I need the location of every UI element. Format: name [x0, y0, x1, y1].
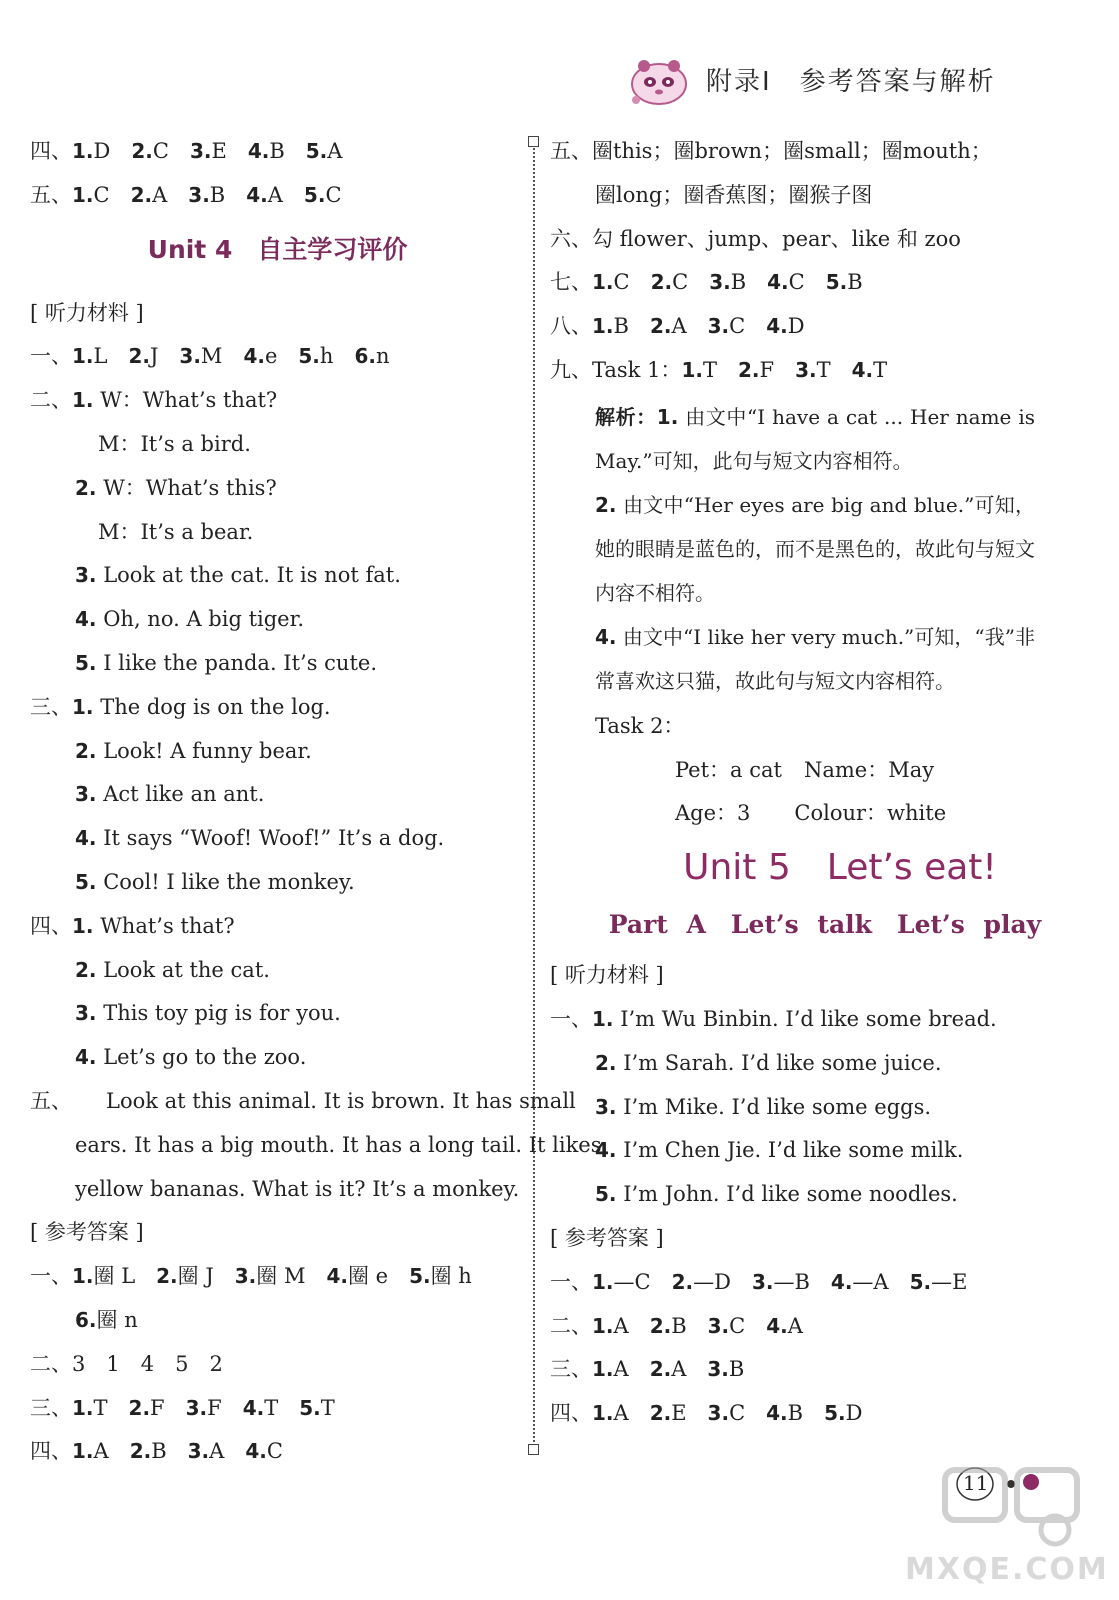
answer-line: 四、1.A 2.B 3.A 4.C — [30, 1439, 283, 1464]
dialog-line: M：It’s a bear. — [98, 519, 254, 544]
answer-line: 五、圈this；圈brown；圈small；圈mouth； — [550, 139, 992, 163]
analysis-para-1: 解析：1. 由文中“I have a cat ... Her name is May.”可知，此句与短文内容相符。 — [595, 404, 1036, 473]
column-divider — [533, 140, 535, 1450]
sentence-line: 3. Look at the cat. It is not fat. — [75, 563, 401, 588]
divider-bottom-marker — [528, 1444, 539, 1455]
answers-header: [ 参考答案 ] — [30, 1220, 144, 1245]
sentence-line: 2. Look! A funny bear. — [75, 738, 312, 763]
sentence-line: 一、1. I’m Wu Binbin. I’d like some bread. — [550, 1006, 997, 1031]
answer-line: 四、1.A 2.E 3.C 4.B 5.D — [550, 1401, 863, 1426]
sentence-line: 4. I’m Chen Jie. I’d like some milk. — [595, 1138, 964, 1163]
sentence-line: 2. I’m Sarah. I’d like some juice. — [595, 1050, 942, 1075]
page-number: 11 — [963, 1471, 989, 1495]
listening-header: [ 听力材料 ] — [30, 300, 144, 325]
answer-line: 三、1.T 2.F 3.F 4.T 5.T — [30, 1395, 335, 1420]
sentence-line: 三、1. The dog is on the log. — [30, 694, 331, 719]
sentence-line: 5. Cool! I like the monkey. — [75, 869, 355, 894]
right-column — [550, 132, 1070, 1438]
dialog-line: 2. W：What’s this? — [75, 475, 277, 500]
answers-header: [ 参考答案 ] — [550, 1225, 664, 1250]
unit4-title: Unit 4 自主学习评价 — [147, 234, 408, 264]
dialog-line: 二、1. W：What’s that? — [30, 388, 278, 413]
sentence-line: 四、1. What’s that? — [30, 913, 235, 938]
passage-line: yellow bananas. What is it? It’s a monkey. — [75, 1176, 520, 1201]
sentence-line: 3. Act like an ant. — [75, 782, 265, 807]
divider-top-marker — [528, 136, 539, 147]
sentence-line: 3. This toy pig is for you. — [75, 1001, 341, 1026]
task2-label: Task 2： — [595, 713, 685, 738]
dialog-line: M：It’s a bird. — [98, 431, 251, 456]
sentence-line: 4. Let’s go to the zoo. — [75, 1045, 307, 1070]
sentence-line: 4. It says “Woof! Woof!” It’s a dog. — [75, 826, 445, 851]
watermark-text: MXQE.COM — [905, 1552, 1109, 1587]
answer-line: 七、1.C 2.C 3.B 4.C 5.B — [550, 270, 863, 295]
analysis-para-2: 2. 由文中“Her eyes are big and blue.”可知，她的眼睛是蓝色的，而不是黑色的，故此句与短文内容不相符。 — [595, 492, 1035, 605]
watermark — [905, 1460, 1109, 1595]
passage-line: 五、 Look at this animal. It is brown. It has small — [30, 1088, 576, 1113]
answer-line: 五、1.C 2.A 3.B 4.A 5.C — [30, 182, 342, 207]
sentence-line: 4. Oh, no. A big tiger. — [75, 607, 304, 632]
answer-line: 二、3 1 4 5 2 — [30, 1351, 223, 1376]
left-column — [30, 132, 602, 1476]
analysis-para-4: 4. 由文中“I like her very much.”可知，“我”非常喜欢这只猫，故此句与短文内容相符。 — [595, 624, 1035, 693]
sentence-line: 5. I’m John. I’d like some noodles. — [595, 1182, 958, 1207]
panda-mascot-icon — [628, 52, 690, 108]
info-line: Age：3 Colour：white — [675, 801, 947, 826]
sentence-line: 5. I like the panda. It’s cute. — [75, 650, 377, 675]
answer-line: 四、1.D 2.C 3.E 4.B 5.A — [30, 139, 343, 163]
answer-line: 6.圈 n — [75, 1307, 138, 1332]
answer-line: 二、1.A 2.B 3.C 4.A — [550, 1313, 803, 1338]
answer-line: 一、1.圈 L 2.圈 J 3.圈 M 4.圈 e 5.圈 h — [30, 1264, 472, 1289]
answer-line: 九、Task 1：1.T 2.F 3.T 4.T — [550, 357, 888, 382]
analysis-block — [550, 395, 1070, 703]
unit5-title: Unit 5 Let’s eat! — [683, 847, 997, 889]
sentence-line: 2. Look at the cat. — [75, 957, 270, 982]
answer-line: 圈long；圈香蕉图；圈猴子图 — [595, 182, 873, 207]
answer-line: 一、1.L 2.J 3.M 4.e 5.h 6.n — [30, 344, 390, 369]
sentence-line: 3. I’m Mike. I’d like some eggs. — [595, 1094, 932, 1119]
watermark-logo-icon — [905, 1460, 1105, 1555]
page-header — [628, 52, 1048, 108]
listening-header: [ 听力材料 ] — [550, 963, 664, 988]
answer-line: 六、勾 flower、jump、pear、like 和 zoo — [550, 226, 961, 251]
answer-line: 三、1.A 2.A 3.B — [550, 1357, 745, 1382]
header-title: 附录Ⅰ 参考答案与解析 — [706, 67, 996, 97]
answer-line: 八、1.B 2.A 3.C 4.D — [550, 314, 805, 339]
part-title: Part A Let’s talk Let’s play — [608, 910, 1042, 940]
info-line: Pet：a cat Name：May — [675, 757, 935, 782]
answer-line: 一、1.—C 2.—D 3.—B 4.—A 5.—E — [550, 1269, 968, 1294]
passage-line: ears. It has a big mouth. It has a long tail. It likes — [75, 1132, 602, 1157]
